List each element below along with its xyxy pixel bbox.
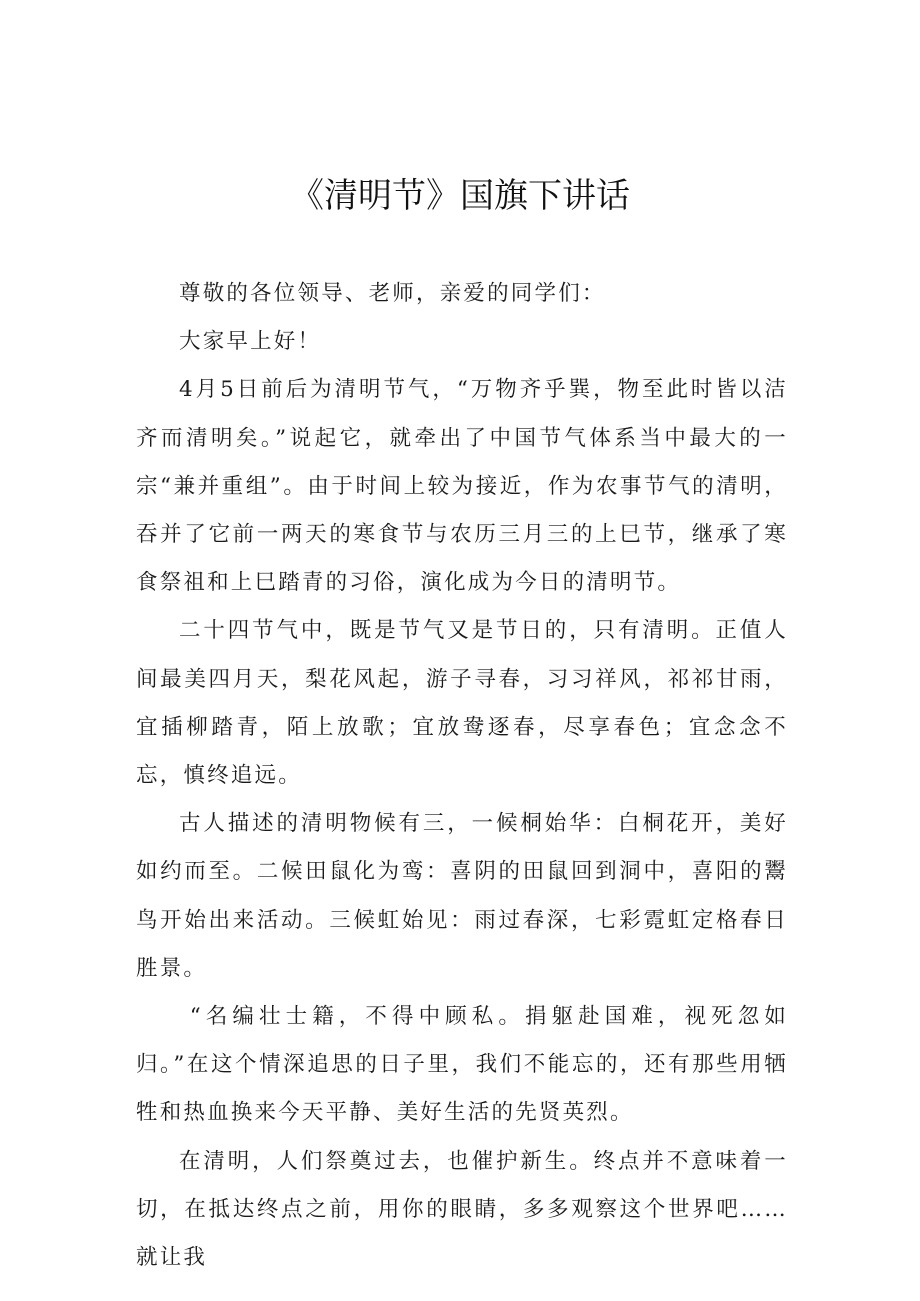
salutation-paragraph: 尊敬的各位领导、老师，亲爱的同学们： <box>179 281 606 306</box>
body-paragraph: 二十四节气中，既是节气又是节日的，只有清明。正值人间最美四月天，梨花风起，游子寻春，习习祥风，祁祁甘雨，宜插柳踏青，陌上放歌；宜放鸯逐春，尽享春色；宜念念不忘，慎终追远。 <box>136 618 788 789</box>
body-paragraph: 古人描述的清明物候有三，一候桐始华：白桐花开，美好如约而至。二候田鼠化为鸾：喜阴的田鼠回到洞中，喜阳的鬻鸟开始出来活动。三候虹始见：雨过春深，七彩霓虹定格春日胜景。 <box>136 811 788 981</box>
speech-body <box>136 270 788 1282</box>
body-paragraph: 在清明，人们祭奠过去，也催护新生。终点并不意味着一切，在抵达终点之前，用你的眼睛，多多观察这个世界吧……就让我 <box>136 1148 788 1271</box>
body-paragraph: 4月5日前后为清明节气，“万物齐乎巽，物至此时皆以洁齐而清明矣。”说起它，就牵出了中国节气体系当中最大的一宗“兼并重组”。由于时间上较为接近，作为农事节气的清明，吞并了它前一两天的寒食节与农历三月三的上巳节，继承了寒食祭祖和上巳踏青的习俗，演化成为今日的清明节。 <box>136 377 788 596</box>
quote-paragraph: “名编壮士籍，不得中顾私。捐躯赴国难，视死忽如归。”在这个情深追思的日子里，我们不能忘的，还有那些用牺牲和热血换来今天平静、美好生活的先贤英烈。 <box>136 1004 788 1126</box>
page-title: 《清明节》国旗下讲话 <box>290 176 630 216</box>
greeting-paragraph: 大家早上好！ <box>179 329 322 355</box>
